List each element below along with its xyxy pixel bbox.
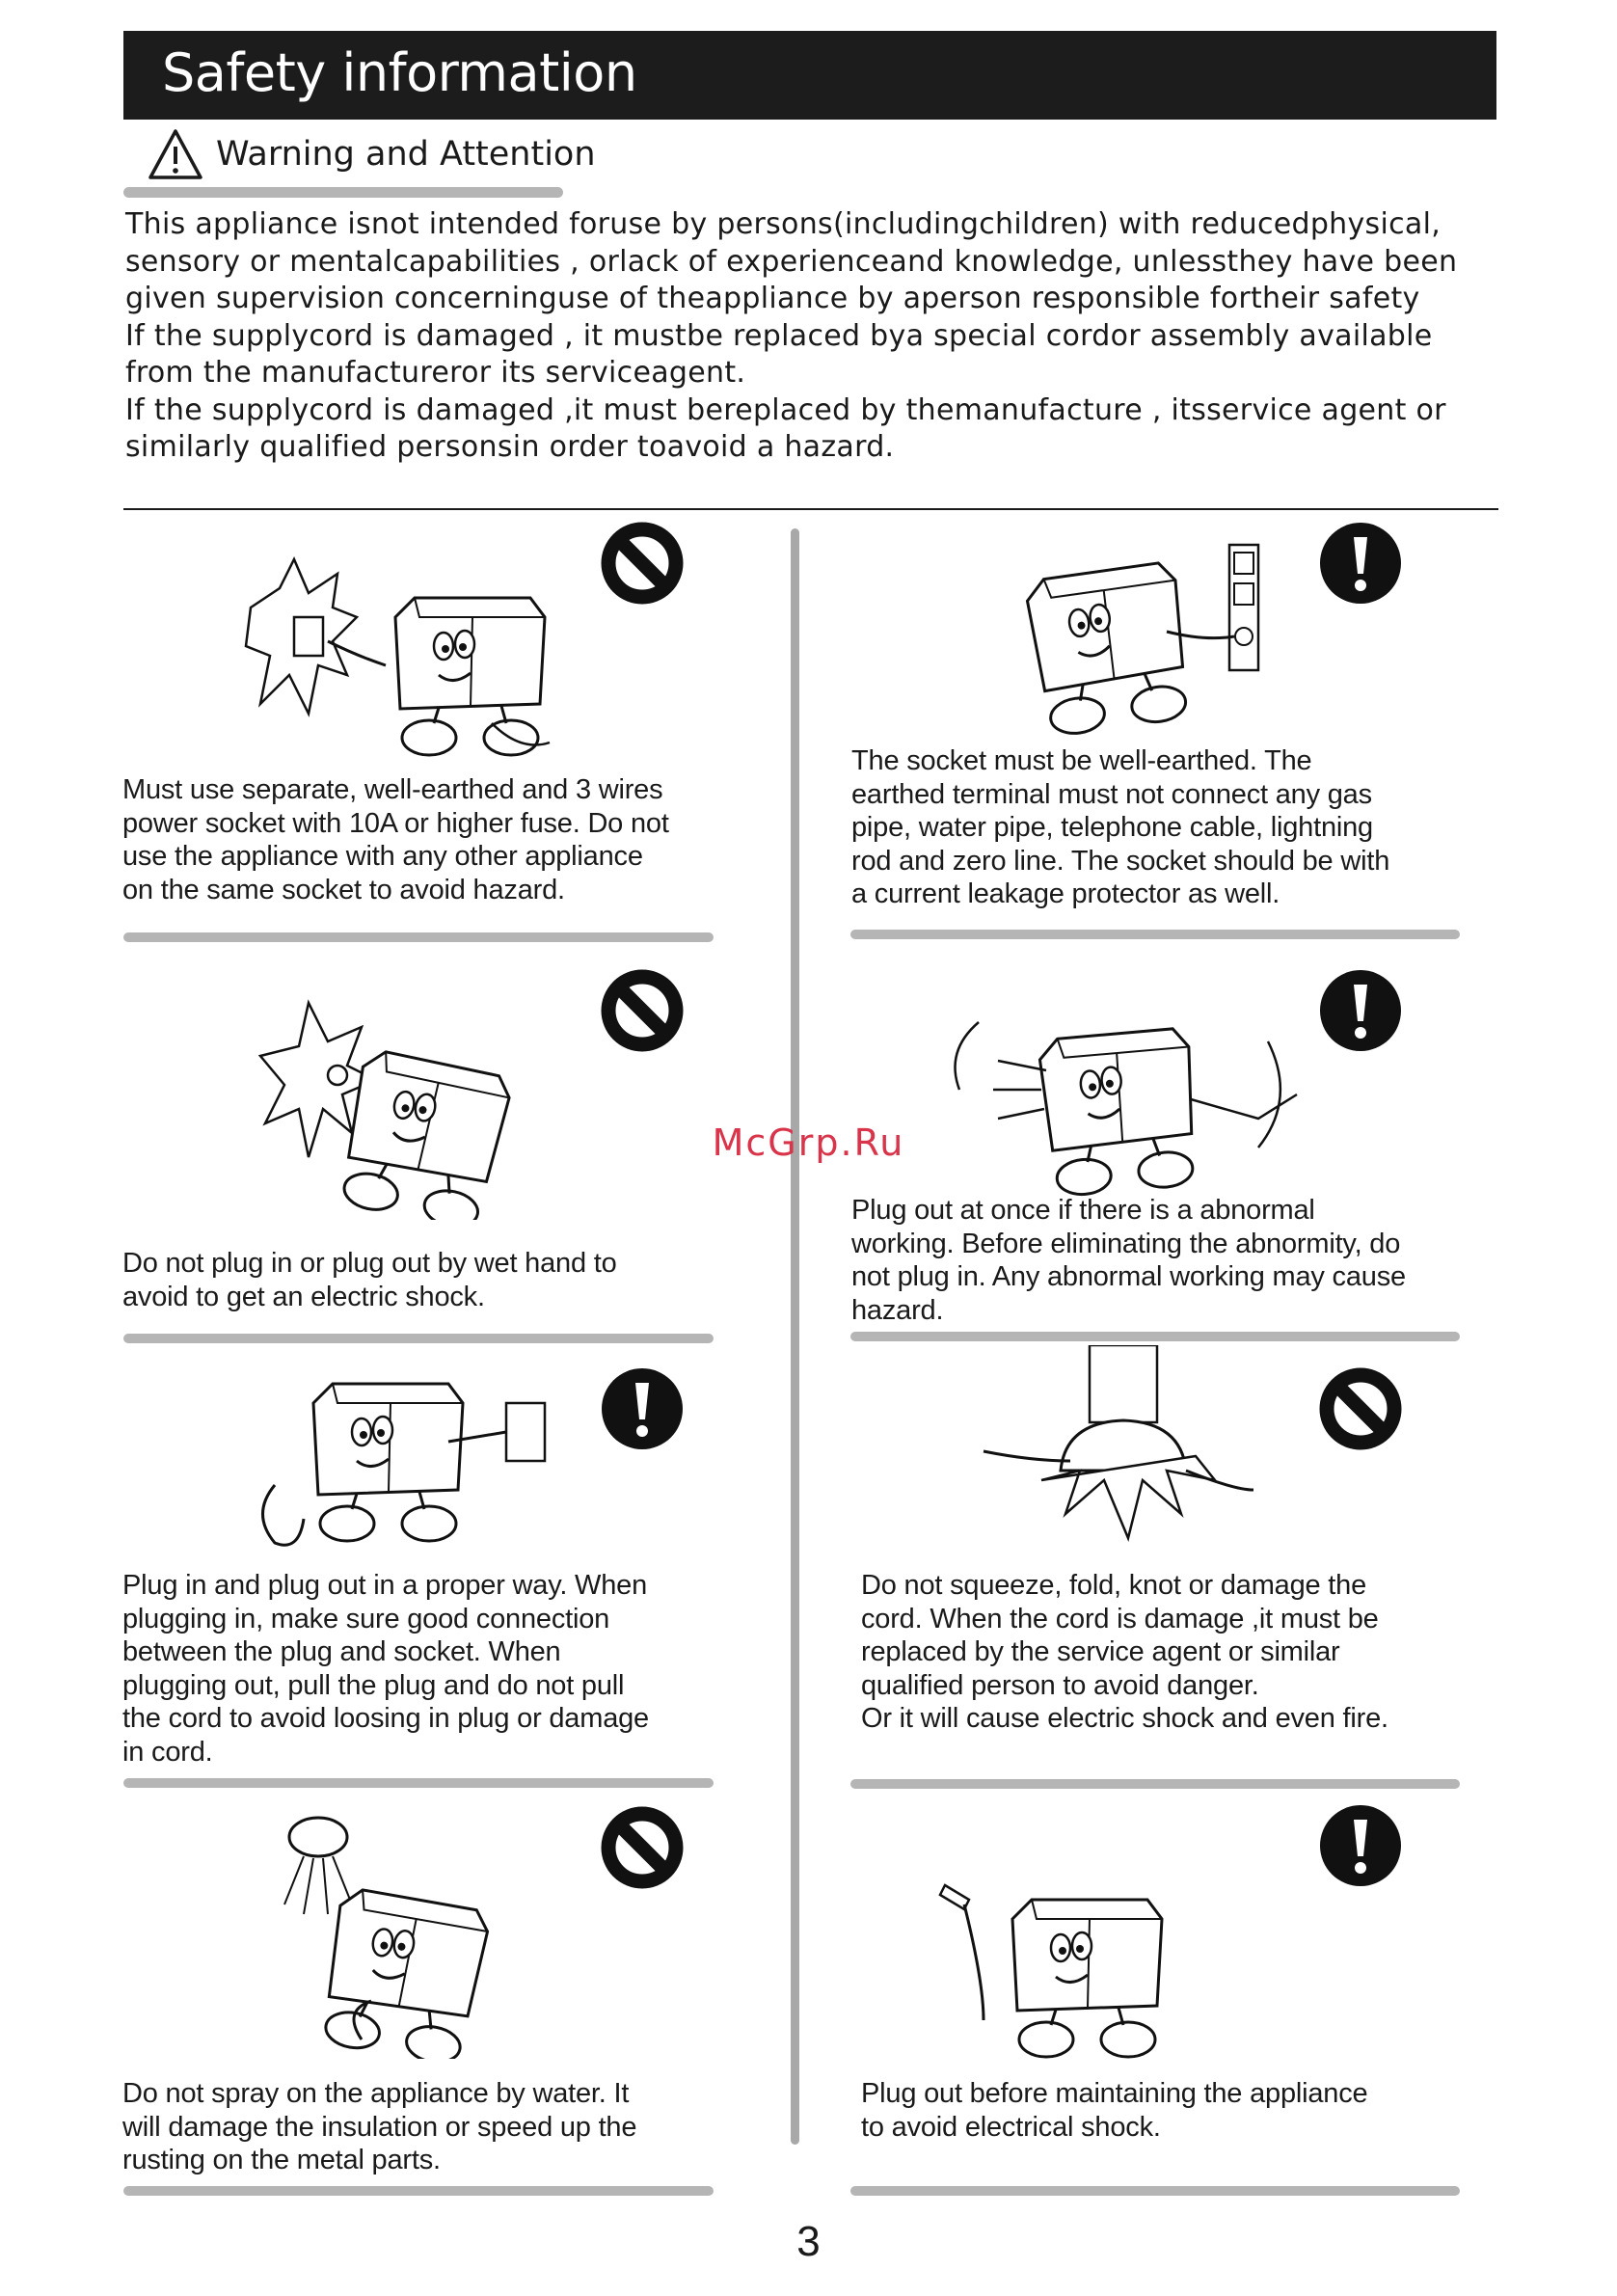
card-underline [123, 932, 714, 942]
card-line: in cord. [122, 1736, 213, 1768]
card-description [851, 1194, 1406, 1327]
card-line: hazard. [851, 1294, 944, 1326]
unplug-before-maintenance-illustration [926, 1866, 1215, 2059]
card-line: not plug in. Any abnormal working may cause [851, 1261, 1406, 1292]
card-line: qualified person to avoid danger. [861, 1669, 1259, 1701]
card-line: working. Before eliminating the abnormity, do [851, 1228, 1401, 1259]
card-line: Plug out at once if there is a abnormal [851, 1195, 1315, 1226]
prohibited-icon [600, 1805, 685, 1890]
card-line: Plug out before maintaining the appliance [861, 2078, 1368, 2109]
card-line: avoid to get an electric shock. [122, 1281, 485, 1312]
intro-paragraph [125, 206, 1504, 467]
card-description [122, 773, 669, 906]
warning-underline [123, 187, 563, 198]
intro-line: similarly qualified personsin order toavoid a hazard. [125, 430, 895, 464]
intro-line: If the supplycord is damaged , it mustbe replaced bya special cordor assembly available [125, 318, 1433, 353]
card-description [122, 1247, 617, 1313]
card-line: on the same socket to avoid hazard. [122, 874, 565, 905]
intro-line: from the manufactureror its serviceagent. [125, 356, 746, 390]
intro-line: sensory or mentalcapabilities , orlack of experienceand knowledge, unlessthey have been [125, 244, 1458, 279]
card-line: will damage the insulation or speed up the [122, 2111, 637, 2143]
card-line: to avoid electrical shock. [861, 2111, 1161, 2143]
card-line: Plug in and plug out in a proper way. When [122, 1570, 648, 1601]
card-description [861, 1569, 1388, 1736]
card-line: plugging out, pull the plug and do not pull [122, 1669, 625, 1701]
card-underline [123, 2186, 714, 2196]
card-line: earthed terminal must not connect any gas [851, 778, 1372, 810]
card-underline [123, 1778, 714, 1788]
mandatory-icon [1318, 968, 1403, 1053]
proper-plugging-illustration [246, 1350, 574, 1557]
card-line: between the plug and socket. When [122, 1636, 561, 1667]
header-bar [123, 31, 1496, 120]
card-line: use the appliance with any other appliance [122, 841, 643, 872]
squeezed-cord-illustration [974, 1345, 1282, 1548]
prohibited-icon [600, 968, 685, 1053]
water-spray-illustration [246, 1808, 574, 2059]
card-line: power socket with 10A or higher fuse. Do not [122, 807, 669, 839]
column-divider [791, 528, 799, 2145]
card-underline [850, 1779, 1460, 1789]
warning-triangle-icon [147, 127, 204, 181]
card-underline [123, 1334, 714, 1343]
card-description [122, 2077, 636, 2177]
prohibited-icon [600, 521, 685, 606]
card-underline [850, 930, 1460, 939]
mandatory-icon [1318, 521, 1403, 606]
card-underline [850, 2186, 1460, 2196]
warning-label: Warning and Attention [216, 135, 596, 174]
card-line: The socket must be well-earthed. The [851, 745, 1312, 776]
card-description [851, 744, 1389, 911]
card-line: plugging in, make sure good connection [122, 1603, 610, 1634]
card-underline [850, 1332, 1460, 1341]
intro-line: This appliance isnot intended foruse by persons(includingchildren) with reducedphysical, [125, 207, 1442, 241]
mandatory-icon [1318, 1803, 1403, 1888]
page-number: 3 [796, 2218, 821, 2265]
mandatory-icon [600, 1366, 685, 1451]
card-line: rod and zero line. The socket should be with [851, 845, 1390, 877]
card-line: Do not spray on the appliance by water. It [122, 2078, 630, 2109]
section-divider [123, 508, 1498, 510]
intro-line: If the supplycord is damaged ,it must bereplaced by themanufacture , itsservice agent or [125, 392, 1446, 427]
card-line: Do not plug in or plug out by wet hand to [122, 1248, 617, 1279]
intro-line: given supervision concerninguse of theappliance by aperson responsible fortheir safety [125, 282, 1420, 315]
watermark: McGrp.Ru [712, 1121, 905, 1164]
prohibited-icon [1318, 1366, 1403, 1451]
card-line: Must use separate, well-earthed and 3 wires [122, 774, 663, 805]
card-line: cord. When the cord is damage ,it must be [861, 1603, 1379, 1634]
card-line: rusting on the metal parts. [122, 2145, 441, 2175]
card-description [122, 1569, 649, 1769]
earthed-socket-illustration [974, 535, 1292, 747]
card-line: Or it will cause electric shock and even fire. [861, 1703, 1388, 1734]
card-description [861, 2077, 1367, 2144]
card-line: the cord to avoid loosing in plug or damage [122, 1703, 649, 1734]
wet-hand-plug-illustration [256, 988, 574, 1220]
card-line: replaced by the service agent or similar [861, 1636, 1340, 1667]
page-title: Safety information [162, 42, 637, 103]
card-line: pipe, water pipe, telephone cable, lightning [851, 812, 1373, 843]
card-line: a current leakage protector as well. [851, 878, 1280, 909]
card-line: Do not squeeze, fold, knot or damage the [861, 1570, 1367, 1601]
electric-shock-socket-illustration [241, 550, 579, 762]
abnormal-working-illustration [940, 984, 1307, 1205]
